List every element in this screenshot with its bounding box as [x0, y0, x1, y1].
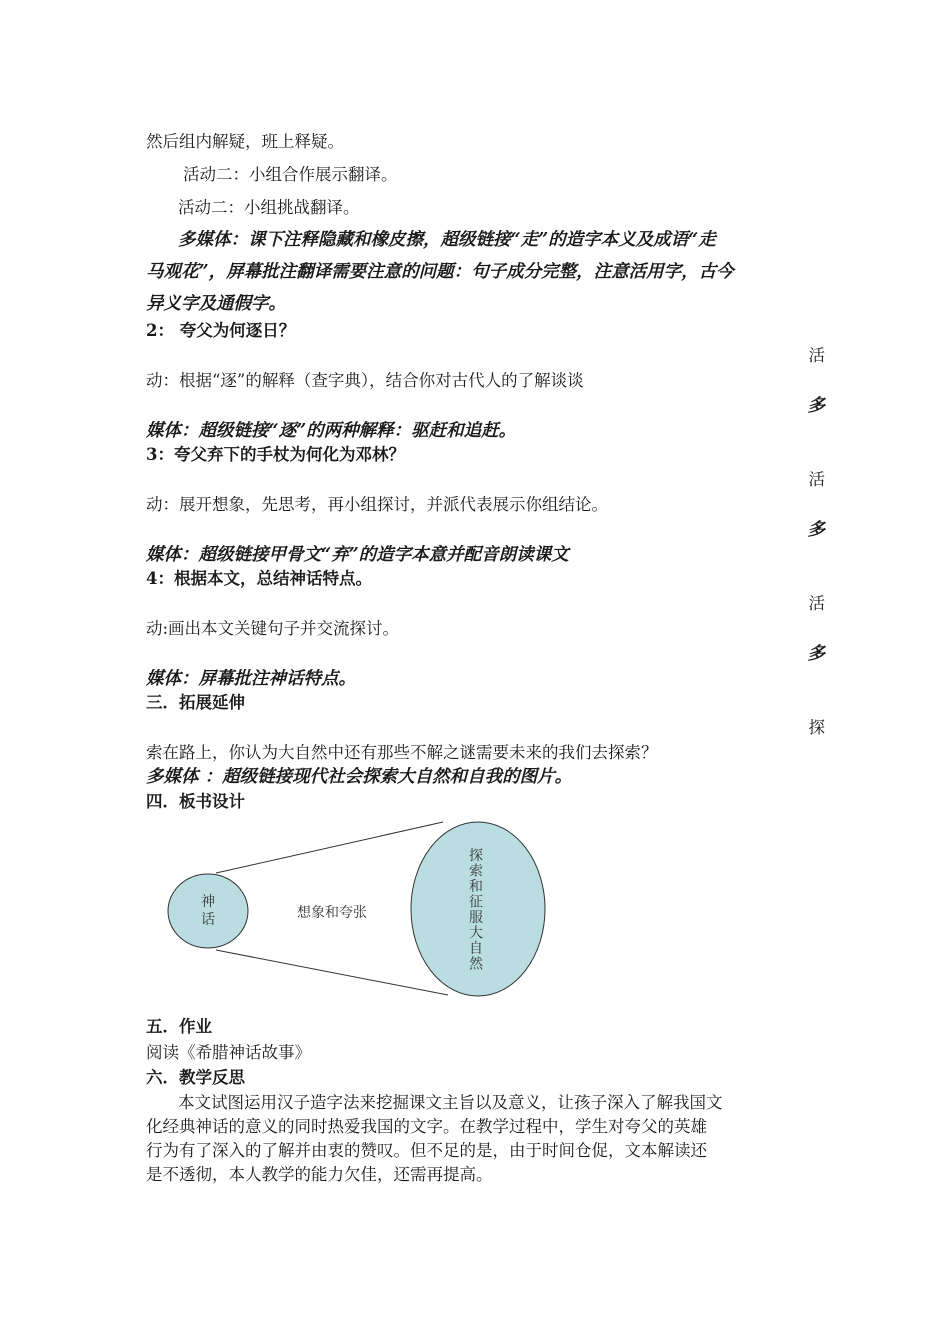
- text-line: 索在路上，你认为大自然中还有那些不解之谜需要未来的我们去探索？: [146, 743, 658, 762]
- multimedia-line: 异义字及通假字。: [146, 294, 286, 314]
- right-fragment: 多: [807, 396, 825, 416]
- multimedia-line: 媒体：超级链接“逐”的两种解释：驱赶和追赶。: [146, 421, 517, 441]
- reflection-line: 本文试图运用汉子造字法来挖掘课文主旨以及意义，让孩子深入了解我国文: [178, 1093, 723, 1112]
- question-4: 4：根据本文，总结神话特点。: [146, 569, 372, 588]
- right-fragment: 活: [808, 346, 825, 365]
- section-heading: 四．板书设计: [146, 792, 245, 811]
- imagination-label: 想象和夸张: [297, 905, 367, 921]
- section-heading: 六．教学反思: [146, 1068, 245, 1087]
- activity-line: 活动二：小组挑战翻译。: [178, 198, 360, 217]
- right-fragment: 活: [808, 470, 825, 489]
- upper-connector-line: [216, 822, 443, 873]
- multimedia-line: 媒体：屏幕批注神话特点。: [146, 669, 356, 689]
- explore-label-char: 大: [469, 925, 483, 942]
- myth-label-2: 话: [201, 912, 215, 928]
- explore-label-char: 和: [469, 879, 483, 895]
- explore-label-char: 索: [469, 863, 483, 880]
- myth-circle: [168, 874, 248, 948]
- multimedia-line: 媒体：超级链接甲骨文“弃”的造字本意并配音朗读课文: [146, 545, 569, 565]
- explore-label-char: 探: [469, 848, 483, 864]
- lower-connector-line: [216, 950, 448, 995]
- multimedia-line: 多媒体 ：超级链接现代社会探索大自然和自我的图片。: [146, 767, 573, 787]
- activity-line: 活动二：小组合作展示翻译。: [183, 165, 398, 184]
- explore-label-char: 征: [469, 894, 483, 911]
- explore-label-char: 然: [469, 956, 483, 973]
- multimedia-line: 马观花”，屏幕批注翻译需要注意的问题：句子成分完整，注意活用字，古今: [146, 262, 734, 282]
- reflection-line: 行为有了深入的了解并由衷的赞叹。但不足的是，由于时间仓促，文本解读还: [146, 1141, 707, 1160]
- explore-vertical-label: [469, 847, 484, 973]
- section-heading: 五．作业: [146, 1017, 212, 1036]
- right-fragment: 多: [807, 644, 825, 664]
- explore-label-char: 服: [469, 910, 483, 926]
- right-fragment: 活: [808, 594, 825, 613]
- text-line: 然后组内解疑，班上释疑。: [146, 132, 344, 151]
- question-3: 3：夸父弃下的手杖为何化为邓林？: [146, 445, 405, 464]
- explore-label-char: 自: [469, 941, 483, 957]
- activity-line: 动:画出本文关键句子并交流探讨。: [146, 619, 400, 638]
- multimedia-line: 多媒体：课下注释隐藏和橡皮擦，超级链接“走”的造字本义及成语“走: [178, 230, 716, 250]
- right-fragment: 探: [808, 718, 825, 737]
- board-design-diagram: [160, 816, 560, 1000]
- activity-line: 动：展开想象，先思考，再小组探讨，并派代表展示你组结论。: [146, 495, 608, 514]
- activity-line: 动：根据“逐”的解释（查字典），结合你对古代人的了解谈谈: [146, 371, 584, 390]
- right-fragment: 多: [807, 520, 825, 540]
- reflection-line: 化经典神话的意义的同时热爱我国的文字。在教学过程中，学生对夸父的英雄: [146, 1117, 707, 1136]
- homework-text: 阅读《希腊神话故事》: [146, 1043, 311, 1062]
- myth-label-1: 神: [201, 894, 215, 910]
- reflection-line: 是不透彻，本人教学的能力欠佳，还需再提高。: [146, 1165, 493, 1184]
- question-2: 2： 夸父为何逐日？: [146, 321, 296, 340]
- section-heading: 三．拓展延伸: [146, 693, 245, 712]
